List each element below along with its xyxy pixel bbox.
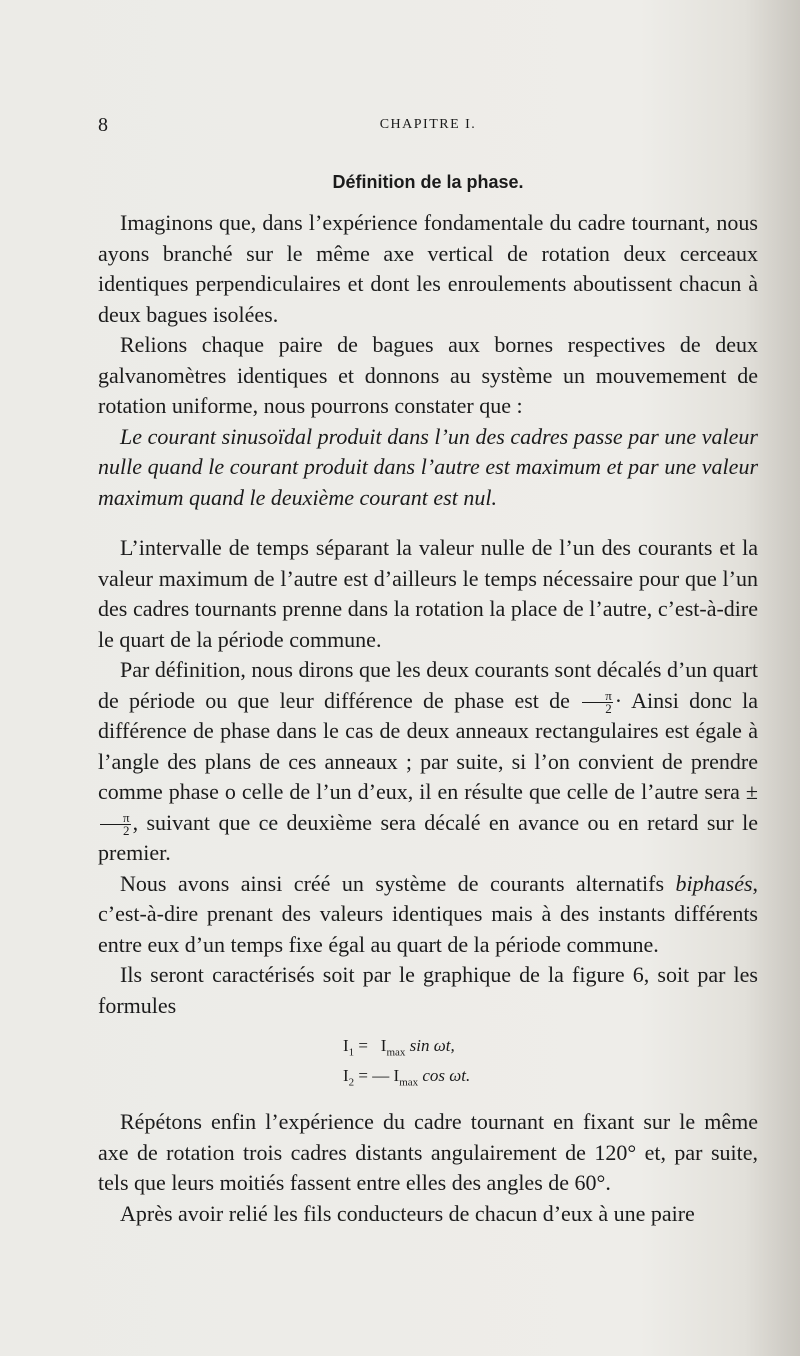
formula-2-lhs-sub: 2: [348, 1076, 355, 1089]
paragraph-6: [98, 869, 758, 961]
formula-1-rhs: sin ωt,: [405, 1036, 455, 1055]
formula-2-lhs: I: [343, 1066, 349, 1085]
paragraph-6-part-a: Nous avons ainsi créé un système de courants alternatifs: [120, 870, 665, 896]
formula-1-equals: =: [354, 1036, 381, 1055]
paragraph-6-part-b: , c’est-à-dire prenant des valeurs identiques mais à des instants différents entre eux d’un temps fixe égal au quart de la période commune.: [98, 870, 759, 957]
paragraph-1: Imaginons que, dans l’expérience fondamentale du cadre tournant, nous ayons branché sur le même axe vertical de rotation deux cerceaux identiques perpendiculaires et dont les enroulements aboutissent chacun à deux bagues isolées.: [98, 210, 758, 327]
paragraph-3-italic: Le courant sinusoïdal produit dans l’un des cadres passe par une valeur nulle quand le courant produit dans l’autre est maximum et par une valeur maximum quand le deuxième courant est nul.: [98, 423, 758, 510]
paragraph-5-part-b: · Ainsi donc la différence de phase dans le cas de deux anneaux rectangulaires est égale à l’angle des plans de ces anneaux ; par suite, si l’on convient de prendre comme phase o celle de l’un d’eux, il en résulte que celle de l’autre sera ±: [98, 687, 759, 804]
paragraph-4: L’intervalle de temps séparant la valeur nulle de l’un des courants et la valeur maximum de l’autre est d’ailleurs le temps nécessaire pour que l’un des cadres tournants prenne dans la rotation la place de l’autre, c’est-à-dire le quart de la période commune.: [98, 535, 758, 652]
chapter-heading: CHAPITRE I.: [379, 117, 477, 132]
formula-block: [98, 1021, 758, 1087]
fraction-pi-over-2: [582, 687, 613, 716]
formula-2-rhs: cos ωt.: [418, 1066, 471, 1085]
running-head: [98, 114, 758, 140]
paragraph-7: Ils seront caractérisés soit par le graphique de la figure 6, soit par les formules: [98, 962, 758, 1018]
paragraph-8: Répétons enfin l’expérience du cadre tournant en fixant sur le même axe de rotation trois cadres distants angulairement de 120° et, par suite, tels que leurs moitiés fassent entre elles des angles de 60°.: [98, 1109, 758, 1195]
body-text: [98, 208, 758, 1229]
paragraph-9: Après avoir relié les fils conducteurs de chacun d’eux à une paire: [120, 1200, 695, 1226]
page-number: 8: [98, 114, 108, 136]
formula-1-lhs-sub: 1: [348, 1046, 355, 1059]
formula-2: [343, 1061, 470, 1098]
formula-2-imax: I: [393, 1066, 400, 1085]
formula-1-imax: I: [380, 1036, 387, 1055]
paragraph-gap: [98, 513, 758, 533]
formula-2-equals: = —: [354, 1066, 394, 1085]
section-title: Définition de la phase.: [332, 172, 524, 192]
fraction-denominator: 2: [605, 700, 612, 716]
fraction-denominator: 2: [123, 822, 130, 838]
paragraph-5-part-a: Par définition, nous dirons que les deux courants sont décalés d’un quart de période ou que leur différence de phase est de: [98, 657, 758, 713]
paragraph-6-italic-term: biphasés: [675, 870, 753, 896]
fraction-pi-over-2-second: [100, 809, 131, 838]
paragraph-5: [98, 655, 758, 869]
paragraph-5-part-c: , suivant que ce deuxième sera décalé en avance ou en retard sur le premier.: [98, 809, 758, 865]
formula-1-lhs: I: [343, 1036, 349, 1055]
formula-2-imax-sub: max: [399, 1076, 419, 1089]
fraction-numerator: π: [100, 812, 131, 825]
paragraph-2: Relions chaque paire de bagues aux bornes respectives de deux galvanomètres identiques et donnons au système un mouvemement de rotation uniforme, nous pourrons constater que :: [98, 332, 758, 418]
formula-1-imax-sub: max: [386, 1046, 406, 1059]
fraction-numerator: π: [582, 690, 613, 703]
